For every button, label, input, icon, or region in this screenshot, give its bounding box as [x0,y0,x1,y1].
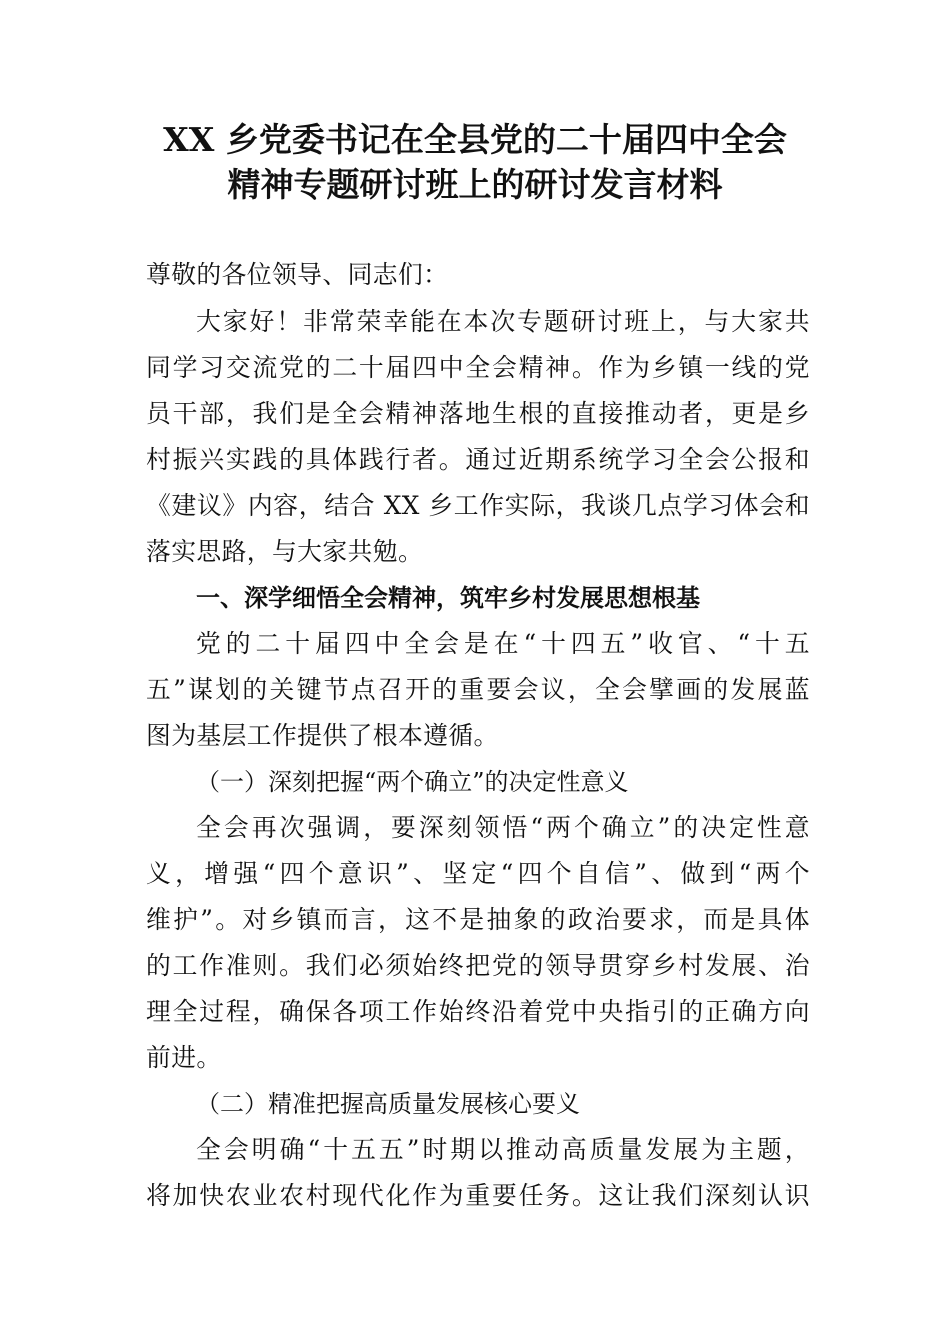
section1-paragraph-line: 图为基层工作提供了根本遵循。 [146,721,499,750]
sub1-paragraph-line: 义，增强“四个意识”、坚定“四个自信”、做到“两个 [146,859,810,888]
sub1-paragraph-line: 维护”。对乡镇而言，这不是抽象的政治要求，而是具体 [146,905,810,934]
sub1-paragraph-line: 理全过程，确保各项工作始终沿着党中央指引的正确方向 [146,997,810,1026]
sub1-paragraph-line: 的工作准则。我们必须始终把党的领导贯穿乡村发展、治 [146,951,810,980]
intro-line: 村振兴实践的具体践行者。通过近期系统学习全会公报和 [146,445,810,474]
intro-line: 员干部，我们是全会精神落地生根的直接推动者，更是乡 [146,399,810,428]
intro-line: 落实思路，与大家共勉。 [146,537,424,566]
subsection-heading-1: （一）深刻把握“两个确立”的决定性意义 [196,768,629,796]
sub1-paragraph-line: 前进。 [146,1043,222,1072]
sub2-paragraph-line: 将加快农业农村现代化作为重要任务。这让我们深刻认识 [146,1181,810,1210]
intro-line: 大家好！非常荣幸能在本次专题研讨班上，与大家共 [196,307,810,336]
section1-paragraph-line: 党的二十届四中全会是在“十四五”收官、“十五 [196,629,810,658]
salutation: 尊敬的各位领导、同志们： [146,260,449,289]
subsection-heading-2: （二）精准把握高质量发展核心要义 [196,1090,580,1118]
sub2-paragraph-line: 全会明确“十五五”时期以推动高质量发展为主题， [196,1135,810,1164]
section1-paragraph-line: 五”谋划的关键节点召开的重要会议，全会擘画的发展蓝 [146,675,810,704]
document-title-line-1: XX 乡党委书记在全县党的二十届四中全会 [163,120,787,159]
intro-line: 《建议》内容，结合 XX 乡工作实际，我谈几点学习体会和 [146,491,810,520]
sub1-paragraph-line: 全会再次强调，要深刻领悟“两个确立”的决定性意 [196,813,810,842]
section-heading-1: 一、深学细悟全会精神，筑牢乡村发展思想根基 [196,584,700,612]
document-title-line-2: 精神专题研讨班上的研讨发言材料 [227,165,723,204]
intro-line: 同学习交流党的二十届四中全会精神。作为乡镇一线的党 [146,353,810,382]
